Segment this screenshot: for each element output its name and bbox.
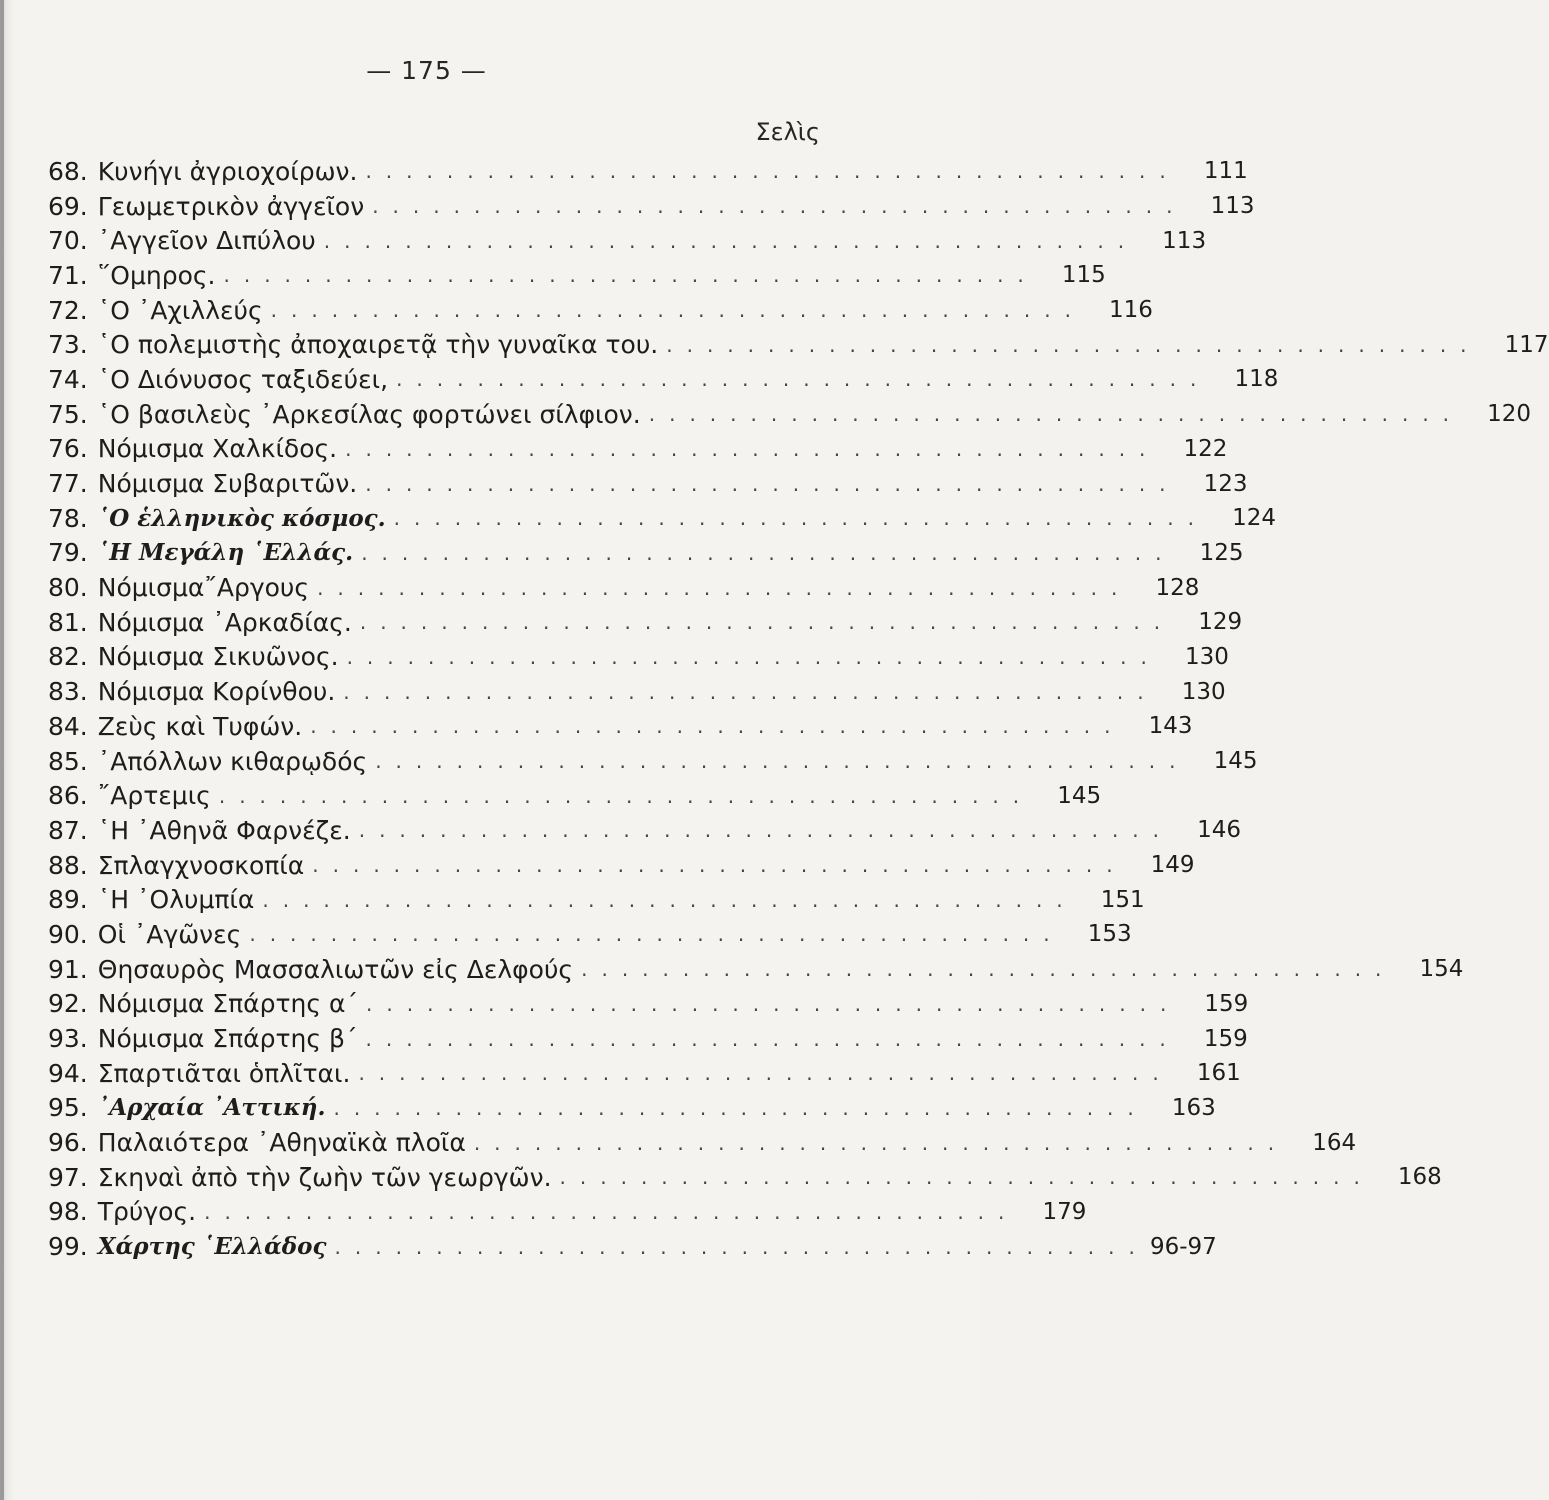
toc-entry-title: ῾Ο ἑλληνικὸς κόσμος. bbox=[97, 504, 386, 532]
toc-leader-dots: ........................................ bbox=[346, 644, 1161, 669]
toc-entry-page: 161 bbox=[1196, 1060, 1241, 1087]
toc-entry-page: 123 bbox=[1203, 470, 1248, 497]
toc-entry-number: 73. bbox=[48, 330, 88, 360]
toc-entry bbox=[48, 189, 1255, 224]
toc-leader-dots: ........................................ bbox=[310, 714, 1125, 739]
toc-entry-number: 84. bbox=[48, 711, 88, 741]
toc-entry bbox=[48, 1195, 1087, 1230]
toc-entry-number: 86. bbox=[48, 781, 88, 811]
toc-leader-dots: ........................................ bbox=[358, 818, 1174, 843]
toc-entry bbox=[48, 432, 1228, 467]
toc-entry-page: 96-97 bbox=[1149, 1233, 1217, 1260]
toc-entry-number: 97. bbox=[48, 1162, 88, 1192]
toc-entry-title: Νόμισμα῎Αργους bbox=[97, 573, 310, 603]
toc-entry-page: 159 bbox=[1203, 1025, 1248, 1052]
toc-entry-number: 95. bbox=[48, 1093, 88, 1123]
toc-leader-dots: ........................................ bbox=[372, 194, 1187, 219]
toc-entry-title: Νόμισμα Σικυῶνος. bbox=[97, 642, 339, 672]
toc-entry-title: Σκηναὶ ἀπὸ τὴν ζωὴν τῶν γεωργῶν. bbox=[97, 1162, 552, 1192]
toc-entry-number: 82. bbox=[48, 642, 88, 672]
toc-entry-number: 69. bbox=[48, 191, 88, 221]
toc-entry-page: 145 bbox=[1057, 782, 1102, 809]
toc-entry-title: Ζεὺς καὶ Τυφών. bbox=[97, 711, 303, 741]
toc-entry-page: 118 bbox=[1234, 366, 1279, 393]
toc-entry-page: 168 bbox=[1397, 1164, 1442, 1191]
toc-entry-page: 153 bbox=[1087, 921, 1132, 948]
toc-leader-dots: ........................................ bbox=[334, 1234, 1149, 1259]
toc-entry-title: ῾Ο βασιλεὺς ᾿Αρκεσίλας φορτώνει σίλφιον. bbox=[97, 399, 641, 429]
toc-entry-page: 163 bbox=[1171, 1094, 1216, 1121]
toc-leader-dots: ........................................ bbox=[375, 749, 1190, 774]
toc-leader-dots: ........................................ bbox=[333, 1095, 1148, 1120]
toc-entry-page: 130 bbox=[1184, 643, 1229, 670]
toc-entry-number: 70. bbox=[48, 226, 88, 256]
toc-entry-title: Γεωμετρικὸν ἀγγεῖον bbox=[97, 191, 365, 221]
toc-leader-dots: ........................................ bbox=[262, 887, 1077, 912]
toc-entry bbox=[48, 327, 1549, 362]
toc-entry bbox=[48, 154, 1248, 189]
toc-entry-number: 96. bbox=[48, 1128, 88, 1158]
toc-entry bbox=[48, 674, 1226, 709]
toc-entry-number: 78. bbox=[48, 503, 88, 533]
toc-leader-dots: ........................................ bbox=[323, 228, 1139, 253]
toc-entry-page: 113 bbox=[1162, 227, 1207, 254]
toc-entry-title: ῾Ο ᾿Αχιλλεύς bbox=[97, 295, 263, 325]
toc-entry-page: 164 bbox=[1312, 1129, 1357, 1156]
toc-entry-title: Νόμισμα Σπάρτης β΄ bbox=[97, 1024, 358, 1054]
toc-entry bbox=[48, 813, 1242, 848]
toc-leader-dots: ........................................ bbox=[361, 540, 1176, 565]
page-binding-edge bbox=[0, 0, 4, 1500]
toc-entry-number: 98. bbox=[48, 1197, 88, 1227]
toc-entry-page: 122 bbox=[1183, 435, 1228, 462]
toc-leader-dots: ........................................ bbox=[473, 1130, 1289, 1155]
toc-leader-dots: ........................................ bbox=[666, 332, 1481, 357]
toc-entry bbox=[48, 952, 1464, 987]
toc-entry-title: ᾿Απόλλων κιθαρῳδός bbox=[97, 746, 368, 776]
toc-entry-page: 130 bbox=[1181, 678, 1226, 705]
toc-leader-dots: ........................................ bbox=[312, 853, 1127, 878]
table-of-contents bbox=[48, 154, 1549, 1264]
toc-entry-page: 120 bbox=[1487, 401, 1532, 428]
toc-entry-page: 149 bbox=[1150, 852, 1195, 879]
toc-entry-page: 145 bbox=[1213, 748, 1258, 775]
toc-entry-number: 83. bbox=[48, 677, 88, 707]
toc-entry-page: 111 bbox=[1203, 158, 1248, 185]
toc-entry-number: 89. bbox=[48, 885, 88, 915]
toc-entry-number: 90. bbox=[48, 919, 88, 949]
toc-entry-title: Νόμισμα Σπάρτης α΄ bbox=[97, 989, 358, 1019]
toc-entry bbox=[48, 1160, 1442, 1195]
toc-entry bbox=[48, 501, 1276, 536]
toc-entry-number: 99. bbox=[48, 1232, 88, 1262]
toc-entry-number: 85. bbox=[48, 746, 88, 776]
toc-entry bbox=[48, 1021, 1248, 1056]
toc-entry-title: Χάρτης ῾Ελλάδος bbox=[97, 1233, 327, 1261]
toc-entry-number: 88. bbox=[48, 850, 88, 880]
toc-entry-number: 72. bbox=[48, 295, 88, 325]
toc-entry-number: 87. bbox=[48, 815, 88, 845]
toc-entry-page: 115 bbox=[1061, 262, 1106, 289]
toc-leader-dots: ........................................ bbox=[393, 506, 1208, 531]
toc-entry-number: 77. bbox=[48, 469, 88, 499]
toc-entry-title: ῾Η ᾿Αθηνᾶ Φαρνέζε. bbox=[97, 815, 351, 845]
toc-entry-title: ῾Ο πολεμιστὴς ἀποχαιρετᾷ τὴν γυναῖκα του. bbox=[97, 330, 659, 360]
toc-entry-page: 129 bbox=[1198, 609, 1243, 636]
toc-entry-page: 151 bbox=[1100, 886, 1145, 913]
toc-entry-title: ῾Η ᾿Ολυμπία bbox=[97, 885, 255, 915]
toc-entry-page: 143 bbox=[1148, 713, 1193, 740]
toc-entry-number: 76. bbox=[48, 434, 88, 464]
toc-leader-dots: ........................................ bbox=[270, 298, 1085, 323]
toc-leader-dots: ........................................ bbox=[581, 957, 1396, 982]
toc-entry-title: Νόμισμα ᾿Αρκαδίας. bbox=[97, 607, 352, 637]
toc-entry-number: 94. bbox=[48, 1058, 88, 1088]
toc-leader-dots: ........................................ bbox=[365, 471, 1180, 496]
toc-leader-dots: ........................................ bbox=[359, 610, 1175, 635]
toc-entry-title: Οἱ ᾿Αγῶνες bbox=[97, 919, 242, 949]
toc-leader-dots: ........................................ bbox=[343, 679, 1158, 704]
toc-entry bbox=[48, 778, 1102, 813]
toc-entry-number: 79. bbox=[48, 538, 88, 568]
toc-entry-title: ῾Η Μεγάλη ῾Ελλάς. bbox=[97, 539, 354, 567]
toc-entry-title: ῾Ο Διόνυσος ταξιδεύει, bbox=[97, 364, 389, 394]
toc-leader-dots: ........................................ bbox=[365, 159, 1180, 184]
toc-entry-title: Τρύγος. bbox=[97, 1197, 197, 1227]
toc-entry bbox=[48, 640, 1229, 675]
toc-leader-dots: ........................................ bbox=[317, 575, 1132, 600]
toc-leader-dots: ........................................ bbox=[204, 1199, 1019, 1224]
toc-leader-dots: ........................................ bbox=[396, 367, 1211, 392]
toc-entry bbox=[48, 397, 1532, 432]
toc-entry-number: 74. bbox=[48, 364, 88, 394]
toc-entry bbox=[48, 536, 1244, 571]
toc-entry-page: 146 bbox=[1197, 817, 1242, 844]
toc-entry-page: 159 bbox=[1204, 990, 1249, 1017]
toc-entry-page: 128 bbox=[1155, 574, 1200, 601]
toc-entry-title: ῎Αρτεμις bbox=[97, 781, 211, 811]
toc-entry-number: 80. bbox=[48, 573, 88, 603]
toc-entry bbox=[48, 605, 1243, 640]
toc-entry-page: 125 bbox=[1199, 539, 1244, 566]
toc-entry bbox=[48, 848, 1195, 883]
toc-leader-dots: ........................................ bbox=[366, 991, 1181, 1016]
toc-entry-title: Παλαιότερα ᾿Αθηναϊκὰ πλοῖα bbox=[97, 1128, 466, 1158]
toc-entry-title: Νόμισμα Συβαριτῶν. bbox=[97, 469, 358, 499]
toc-entry-page: 124 bbox=[1232, 505, 1276, 532]
toc-entry bbox=[48, 709, 1193, 744]
toc-entry-page: 113 bbox=[1210, 193, 1255, 220]
toc-leader-dots: ........................................ bbox=[648, 402, 1464, 427]
toc-entry bbox=[48, 1091, 1216, 1126]
toc-leader-dots: ........................................ bbox=[358, 1061, 1173, 1086]
toc-leader-dots: ........................................ bbox=[218, 783, 1034, 808]
toc-entry bbox=[48, 1125, 1357, 1160]
toc-entry-title: Κυνήγι ἀγριοχοίρων. bbox=[97, 156, 358, 186]
toc-entry-title: ᾿Αγγεῖον Διπύλου bbox=[97, 226, 316, 256]
toc-entry bbox=[48, 1056, 1241, 1091]
toc-entry-number: 81. bbox=[48, 607, 88, 637]
toc-entry-number: 68. bbox=[48, 156, 88, 186]
toc-entry bbox=[48, 293, 1153, 328]
toc-entry-number: 71. bbox=[48, 260, 88, 290]
page-number: — 175 — bbox=[366, 56, 487, 85]
toc-entry-number: 92. bbox=[48, 989, 88, 1019]
toc-entry-page: 117 bbox=[1504, 331, 1549, 358]
toc-leader-dots: ........................................ bbox=[559, 1165, 1374, 1190]
toc-entry bbox=[48, 744, 1258, 779]
toc-entry-title: Νόμισμα Κορίνθου. bbox=[97, 677, 336, 707]
toc-entry bbox=[48, 466, 1248, 501]
toc-entry bbox=[48, 1229, 1217, 1264]
toc-entry-number: 91. bbox=[48, 954, 88, 984]
toc-entry-title: Σπλαγχνοσκοπία bbox=[97, 850, 305, 880]
toc-leader-dots: ........................................ bbox=[249, 922, 1064, 947]
toc-entry-page: 116 bbox=[1109, 297, 1153, 324]
toc-entry bbox=[48, 362, 1279, 397]
toc-entry-page: 154 bbox=[1419, 956, 1464, 983]
toc-leader-dots: ........................................ bbox=[223, 263, 1038, 288]
toc-leader-dots: ........................................ bbox=[365, 1026, 1180, 1051]
toc-entry bbox=[48, 882, 1145, 917]
toc-entry bbox=[48, 570, 1200, 605]
toc-entry-number: 93. bbox=[48, 1024, 88, 1054]
toc-entry-title: Θησαυρὸς Μασσαλιωτῶν εἰς Δελφούς bbox=[97, 954, 574, 984]
toc-entry-title: ῞Ομηρος. bbox=[97, 260, 216, 290]
toc-entry-title: Νόμισμα Χαλκίδος. bbox=[97, 434, 338, 464]
toc-entry bbox=[48, 258, 1106, 293]
toc-leader-dots: ........................................ bbox=[345, 436, 1160, 461]
toc-entry bbox=[48, 917, 1132, 952]
toc-entry-page: 179 bbox=[1042, 1198, 1087, 1225]
toc-entry-title: ᾿Αρχαία ᾿Αττική. bbox=[97, 1094, 326, 1122]
toc-entry-title: Σπαρτιᾶται ὁπλῖται. bbox=[97, 1058, 351, 1088]
toc-entry bbox=[48, 987, 1249, 1022]
toc-entry-number: 75. bbox=[48, 399, 88, 429]
toc-entry bbox=[48, 223, 1207, 258]
page-column-header: Σελὶς bbox=[755, 118, 820, 146]
